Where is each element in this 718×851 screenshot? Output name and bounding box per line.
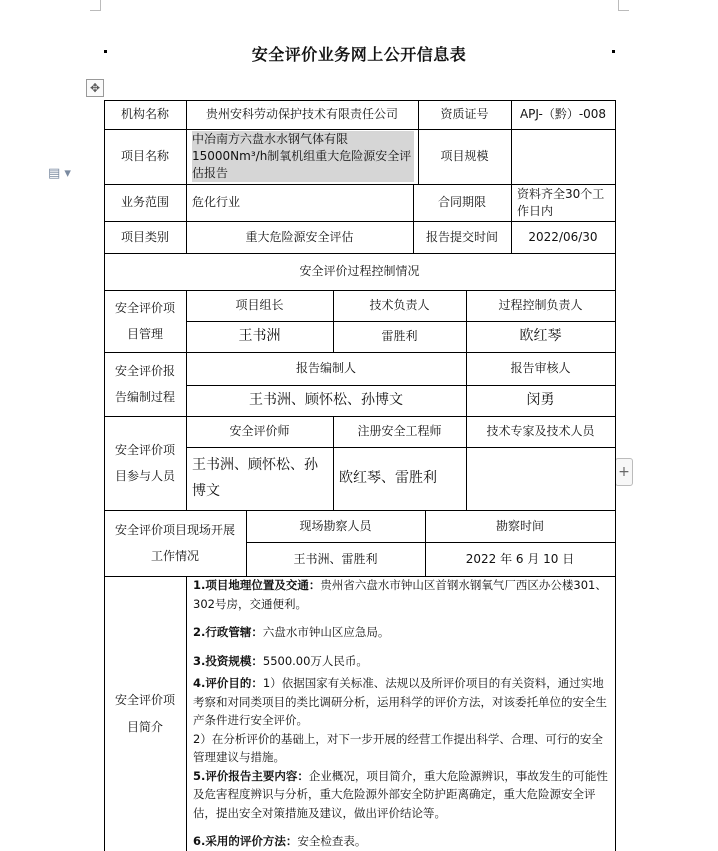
engineer-label: 注册安全工程师 — [357, 424, 442, 439]
leader-label: 项目组长 — [235, 298, 284, 313]
submit-value: 2022/06/30 — [528, 229, 598, 244]
org-value: 贵州安科劳动保护技术有限责任公司 — [205, 107, 398, 122]
expert-label: 技术专家及技术人员 — [486, 424, 595, 439]
intro-item-admin: 2.行政管辖：六盘水市钟山区应急局。 — [193, 625, 390, 639]
project-value — [186, 129, 418, 184]
tech-value: 雷胜利 — [381, 329, 418, 344]
evaluators-value: 王书洲、顾怀松、孙博文 — [192, 457, 318, 499]
engineers-value: 欧红琴、雷胜利 — [339, 469, 437, 486]
intro-item-location: 1.项目地理位置及交通：贵州省六盘水市钟山区首钢水钢氧气厂西区办公楼301、302号房，交通便利。 — [193, 578, 607, 611]
experts-value — [466, 447, 615, 510]
section-title: 安全评价过程控制情况 — [299, 264, 420, 279]
add-column-plus-icon[interactable]: + — [615, 458, 633, 486]
intro-item-content: 5.评价报告主要内容：企业概况，项目简介，重大危险源辨识，事故发生的可能性及危害程度辨识与分析，重大危险源外部安全防护距离确定，重大危险源安全评估，提出安全对策措施及建议，做出评价结论等。 — [193, 768, 608, 820]
staff-label: 安全评价项目参与人员 — [114, 442, 175, 483]
intro-content — [193, 576, 611, 851]
intro-label: 安全评价项目简介 — [114, 693, 175, 734]
reviewer-value: 闵勇 — [526, 391, 555, 408]
document-side-icon[interactable]: ▤ ▾ — [48, 166, 71, 181]
submit-label: 报告提交时间 — [425, 229, 498, 244]
mgmt-label: 安全评价项目管理 — [114, 300, 175, 341]
crop-mark-right — [618, 0, 629, 11]
project-value-text: 中冶南方六盘水水钢气体有限15000Nm³/h制氧机组重大危险源安全评估报告 — [192, 131, 414, 181]
people-value: 王书洲、雷胜利 — [293, 551, 378, 566]
intro-item-investment: 3.投资规模：5500.00万人民币。 — [193, 653, 368, 668]
reviewer-label: 报告审核人 — [510, 361, 571, 376]
type-value: 重大危险源安全评估 — [245, 229, 354, 244]
scale-label: 项目规模 — [440, 149, 489, 164]
scale-value — [511, 129, 615, 184]
cert-label: 资质证号 — [440, 107, 489, 122]
process-label: 过程控制负责人 — [498, 298, 583, 313]
period-label: 合同期限 — [437, 195, 486, 210]
time-value: 2022 年 6 月 10 日 — [465, 551, 575, 566]
org-label: 机构名称 — [120, 107, 169, 122]
project-label: 项目名称 — [120, 149, 169, 164]
document-title: 安全评价业务网上公开信息表 — [251, 45, 467, 64]
leader-value: 王书洲 — [238, 327, 281, 344]
people-label: 现场勘察人员 — [299, 518, 372, 533]
process-value: 欧红琴 — [519, 327, 562, 344]
time-label: 勘察时间 — [495, 518, 544, 533]
crop-mark-left — [90, 0, 101, 11]
report-label: 安全评价报告编制过程 — [114, 363, 175, 404]
intro-item-purpose-2: 2）在分析评价的基础上，对下一步开展的经营工作提出科学、合理、可行的安全管理建议与措施。 — [193, 731, 603, 764]
scope-label: 业务范围 — [120, 195, 169, 210]
evaluator-label: 安全评价师 — [229, 424, 290, 439]
writers-value: 王书洲、顾怀松、孙博文 — [249, 391, 403, 408]
intro-item-method: 6.采用的评价方法：安全检查表。 — [193, 834, 367, 848]
cert-value: APJ-（黔）-008 — [519, 107, 607, 122]
scope-value: 危化行业 — [192, 195, 241, 210]
type-label: 项目类别 — [120, 229, 169, 244]
tech-label: 技术负责人 — [369, 298, 430, 313]
period-value: 资料齐全30个工作日内 — [517, 186, 605, 218]
table-move-handle-icon[interactable]: ✥ — [86, 79, 104, 97]
site-label: 安全评价项目现场开展工作情况 — [114, 522, 235, 563]
intro-item-purpose: 4.评价目的：1）依据国家有关标准、法规以及所评价项目的有关资料，通过实地考察和对同类项目的类比调研分析，运用科学的评价方法，对该委托单位的安全生产条件进行安全评价。 — [193, 676, 607, 727]
writers-label: 报告编制人 — [295, 361, 356, 376]
